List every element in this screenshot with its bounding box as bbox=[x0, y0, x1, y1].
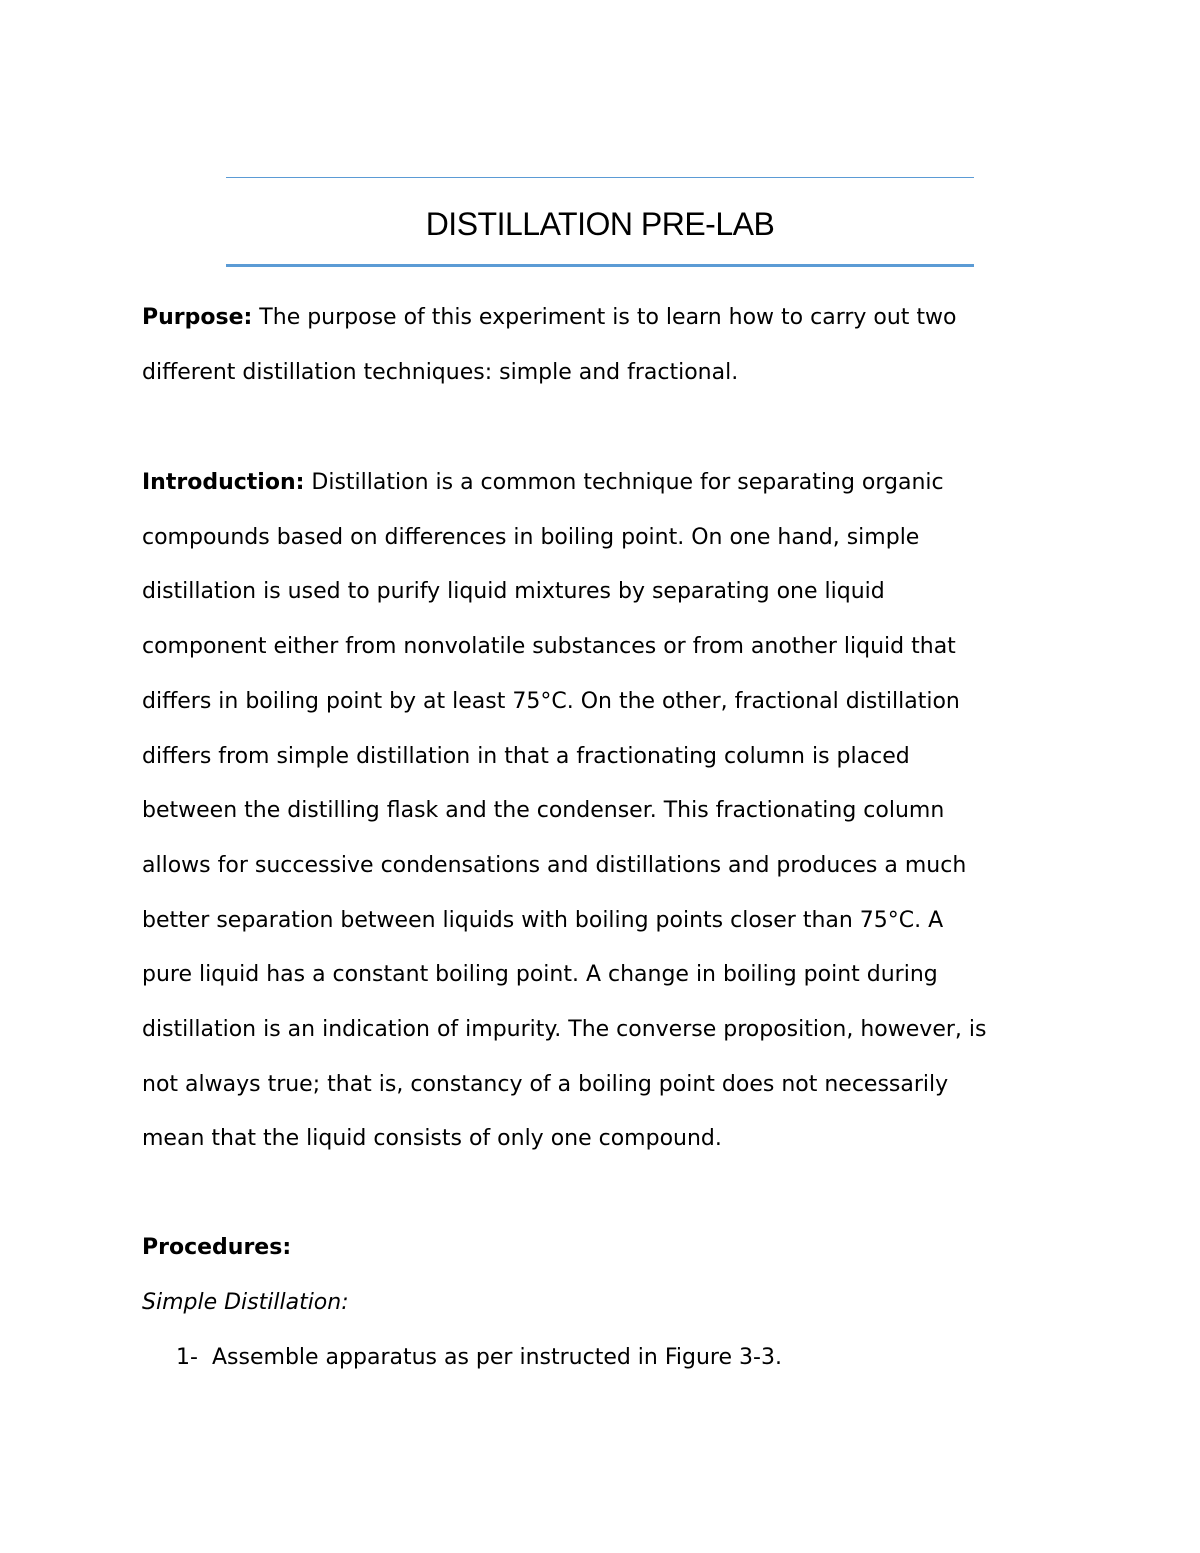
introduction-line bbox=[142, 456, 1062, 511]
purpose-paragraph bbox=[142, 291, 1062, 400]
introduction-line: mean that the liquid consists of only one compound. bbox=[142, 1126, 722, 1152]
introduction-line: distillation is used to purify liquid mixtures by separating one liquid bbox=[142, 579, 885, 605]
introduction-line: between the distilling flask and the condenser. This fractionating column bbox=[142, 798, 945, 824]
introduction-line: pure liquid has a constant boiling point. A change in boiling point during bbox=[142, 962, 938, 988]
list-item bbox=[176, 1343, 782, 1373]
list-item-number: 1- bbox=[176, 1345, 198, 1370]
introduction-line: component either from nonvolatile substances or from another liquid that bbox=[142, 634, 956, 660]
introduction-line: better separation between liquids with boiling points closer than 75°C. A bbox=[142, 907, 944, 933]
introduction-line: differs in boiling point by at least 75°C. On the other, fractional distillation bbox=[142, 688, 960, 714]
introduction-line: allows for successive condensations and distillations and produces a much bbox=[142, 852, 967, 878]
introduction-line: distillation is an indication of impurity. The converse proposition, however, is bbox=[142, 1017, 987, 1043]
purpose-line bbox=[142, 291, 1062, 346]
introduction-line: not always true; that is, constancy of a boiling point does not necessarily bbox=[142, 1071, 949, 1097]
introduction-label: Introduction: bbox=[142, 470, 305, 495]
procedures-heading: Procedures: bbox=[142, 1235, 292, 1260]
title-top-rule bbox=[226, 177, 974, 178]
list-item-text: Assemble apparatus as per instructed in Figure 3-3. bbox=[212, 1345, 782, 1370]
simple-distillation-heading: Simple Distillation: bbox=[142, 1290, 349, 1315]
purpose-label: Purpose: bbox=[142, 305, 253, 330]
introduction-paragraph bbox=[142, 456, 1062, 1167]
introduction-line: compounds based on differences in boiling point. On one hand, simple bbox=[142, 524, 920, 550]
title-bottom-rule bbox=[226, 264, 974, 267]
introduction-line: differs from simple distillation in that a fractionating column is placed bbox=[142, 743, 910, 769]
purpose-line: different distillation techniques: simple and fractional. bbox=[142, 359, 739, 385]
document-title: DISTILLATION PRE-LAB bbox=[425, 206, 775, 242]
purpose-text: The purpose of this experiment is to learn how to carry out two bbox=[252, 305, 957, 330]
introduction-text: Distillation is a common technique for separating organic bbox=[304, 470, 944, 495]
